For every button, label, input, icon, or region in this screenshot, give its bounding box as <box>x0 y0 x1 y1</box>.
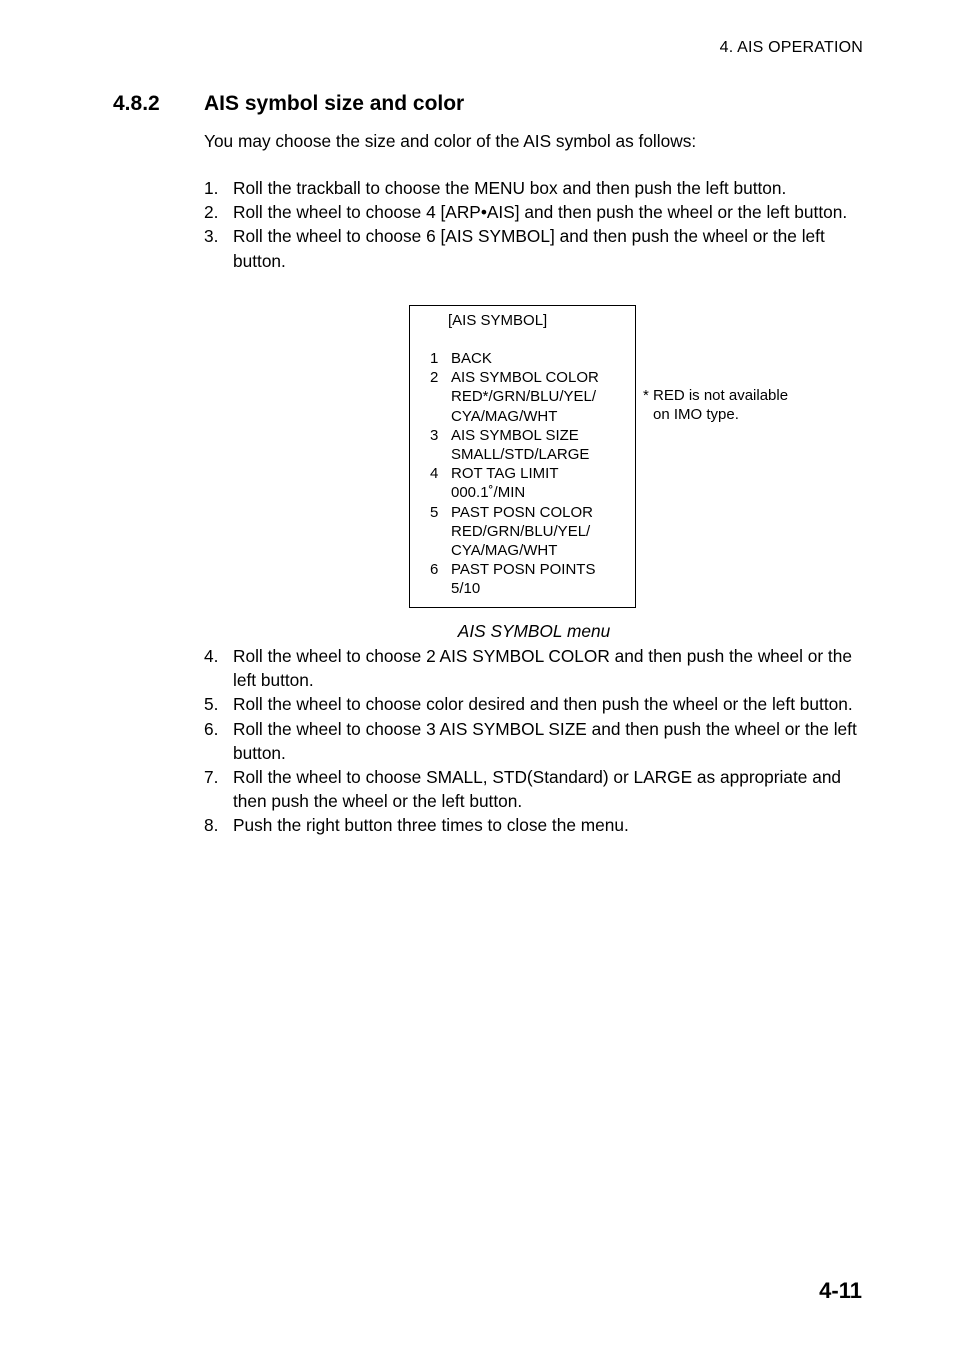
step-item <box>204 813 874 837</box>
menu-item-rot-tag-limit <box>410 464 635 502</box>
menu-item-past-posn-color <box>410 503 635 561</box>
step-number: 5. <box>204 694 219 715</box>
step-number: 8. <box>204 815 219 836</box>
step-text: Roll the wheel to choose 6 [AIS SYMBOL] and then push the wheel or the left button. <box>233 226 825 271</box>
menu-item-options: RED*/GRN/BLU/YEL/ <box>451 388 597 406</box>
menu-item-back <box>410 349 635 368</box>
menu-item-options: CYA/MAG/WHT <box>451 407 558 425</box>
figure-caption: AIS SYMBOL menu <box>457 621 611 641</box>
steps-list-before-menu <box>204 176 874 273</box>
step-item <box>204 200 874 224</box>
step-text: Roll the wheel to choose 4 [ARP•AIS] and then push the wheel or the left button. <box>233 202 848 223</box>
menu-item-ais-symbol-size <box>410 426 635 464</box>
step-number: 1. <box>204 178 219 198</box>
step-text: Push the right button three times to close the menu. <box>233 815 629 836</box>
menu-item-options: SMALL/STD/LARGE <box>451 446 590 464</box>
step-item <box>204 644 874 692</box>
step-number: 4. <box>204 646 219 666</box>
step-text: Roll the wheel to choose SMALL, STD(Standard) or LARGE as appropriate and then push the wheel or the left button. <box>233 767 842 812</box>
section-number: 4.8.2 <box>113 92 160 115</box>
menu-item-label: PAST POSN COLOR <box>451 503 593 521</box>
intro-paragraph: You may choose the size and color of the AIS symbol as follows: <box>204 131 697 151</box>
menu-item-options: 5/10 <box>451 580 481 598</box>
step-item <box>204 692 874 716</box>
step-item <box>204 765 874 813</box>
menu-item-number: 2 <box>430 369 439 387</box>
step-number: 3. <box>204 226 219 247</box>
menu-item-label: BACK <box>451 350 492 367</box>
step-number: 6. <box>204 718 219 739</box>
menu-item-number: 4 <box>430 465 439 483</box>
step-item <box>204 224 874 272</box>
step-number: 2. <box>204 202 219 223</box>
menu-item-number: 6 <box>430 561 439 579</box>
steps-list-after-menu <box>204 644 874 838</box>
menu-item-options: 000.1˚/MIN <box>451 484 526 502</box>
step-item <box>204 176 874 200</box>
running-header: 4. AIS OPERATION <box>719 39 863 56</box>
menu-item-label: ROT TAG LIMIT <box>451 465 559 483</box>
menu-item-number: 1 <box>430 350 439 367</box>
ais-symbol-menu-figure <box>409 305 636 608</box>
menu-item-options: RED/GRN/BLU/YEL/ <box>451 522 591 540</box>
section-title: AIS symbol size and color <box>204 92 465 115</box>
menu-item-label: AIS SYMBOL SIZE <box>451 426 579 444</box>
step-text: Roll the wheel to choose color desired and then push the wheel or the left button. <box>233 694 853 715</box>
menu-item-options: CYA/MAG/WHT <box>451 542 558 560</box>
footnote-line: on IMO type. <box>653 406 739 424</box>
section-heading <box>113 92 464 116</box>
step-text: Roll the wheel to choose 2 AIS SYMBOL COLOR and then push the wheel or the left button. <box>233 646 852 691</box>
menu-item-number: 5 <box>430 503 439 521</box>
step-text: Roll the wheel to choose 3 AIS SYMBOL SIZE and then push the wheel or the left button. <box>233 718 857 763</box>
menu-item-number: 3 <box>430 426 439 444</box>
footnote-line: * RED is not available <box>643 387 789 404</box>
menu-item-ais-symbol-color <box>410 368 635 426</box>
menu-title: [AIS SYMBOL] <box>448 312 548 329</box>
menu-item-label: PAST POSN POINTS <box>451 561 596 579</box>
menu-items <box>410 349 635 599</box>
menu-item-label: AIS SYMBOL COLOR <box>451 369 599 387</box>
step-number: 7. <box>204 767 219 788</box>
page-number: 4-11 <box>819 1278 862 1303</box>
step-text: Roll the trackball to choose the MENU box and then push the left button. <box>233 178 787 198</box>
footnote-red-availability <box>643 386 788 424</box>
step-item <box>204 717 874 765</box>
menu-item-past-posn-points <box>410 560 635 598</box>
